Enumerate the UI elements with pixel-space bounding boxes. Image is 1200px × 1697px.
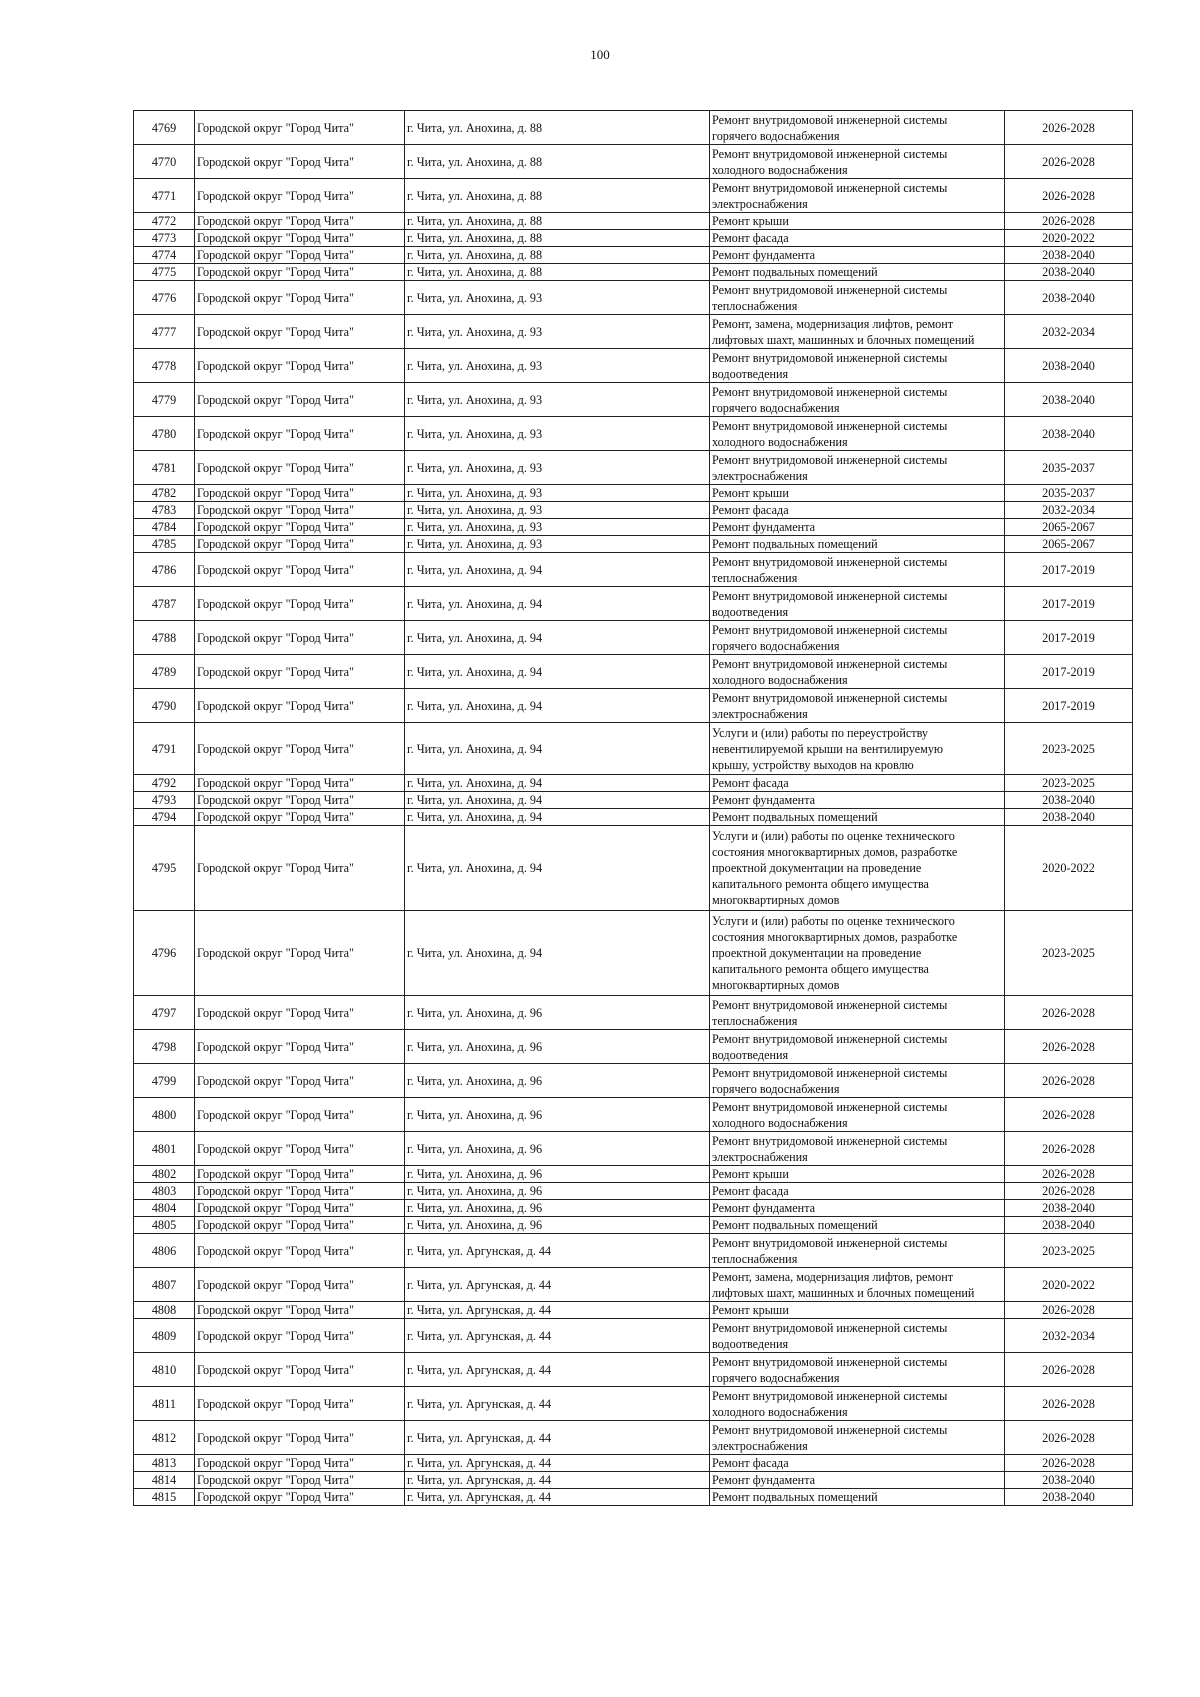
table-row [134,1302,1133,1319]
table-row [134,145,1133,179]
row-number-cell: 4781 [134,451,195,485]
address-cell: г. Чита, ул. Анохина, д. 88 [405,230,710,247]
table-row [134,349,1133,383]
work-type-cell: Ремонт подвальных помещений [710,809,1005,826]
municipality-cell: Городской округ "Город Чита" [195,179,405,213]
municipality-cell: Городской округ "Город Чита" [195,1098,405,1132]
work-type-cell: Ремонт фасада [710,1455,1005,1472]
row-number-cell: 4810 [134,1353,195,1387]
municipality-cell: Городской округ "Город Чита" [195,145,405,179]
address-cell: г. Чита, ул. Анохина, д. 93 [405,383,710,417]
period-cell: 2023-2025 [1005,723,1133,775]
period-cell: 2038-2040 [1005,281,1133,315]
period-cell: 2038-2040 [1005,247,1133,264]
table-row [134,1234,1133,1268]
work-type-cell: Ремонт, замена, модернизация лифтов, ремонт лифтовых шахт, машинных и блочных помещений [710,1268,1005,1302]
table-row [134,213,1133,230]
address-cell: г. Чита, ул. Анохина, д. 93 [405,417,710,451]
work-type-cell: Ремонт внутридомовой инженерной системы теплоснабжения [710,996,1005,1030]
municipality-cell: Городской округ "Город Чита" [195,1132,405,1166]
table-row [134,315,1133,349]
period-cell: 2026-2028 [1005,1030,1133,1064]
period-cell: 2032-2034 [1005,315,1133,349]
municipality-cell: Городской округ "Город Чита" [195,996,405,1030]
row-number-cell: 4799 [134,1064,195,1098]
table-row [134,264,1133,281]
table-row [134,485,1133,502]
table-row [134,1353,1133,1387]
work-type-cell: Ремонт внутридомовой инженерной системы водоотведения [710,1319,1005,1353]
municipality-cell: Городской округ "Город Чита" [195,502,405,519]
municipality-cell: Городской округ "Город Чита" [195,315,405,349]
address-cell: г. Чита, ул. Анохина, д. 96 [405,1200,710,1217]
table-row [134,826,1133,911]
address-cell: г. Чита, ул. Анохина, д. 94 [405,655,710,689]
municipality-cell: Городской округ "Город Чита" [195,1421,405,1455]
period-cell: 2017-2019 [1005,587,1133,621]
row-number-cell: 4807 [134,1268,195,1302]
table-row [134,1268,1133,1302]
address-cell: г. Чита, ул. Анохина, д. 94 [405,826,710,911]
work-type-cell: Ремонт внутридомовой инженерной системы горячего водоснабжения [710,1064,1005,1098]
work-type-cell: Ремонт фасада [710,230,1005,247]
work-type-cell: Ремонт подвальных помещений [710,264,1005,281]
table-row [134,519,1133,536]
municipality-cell: Городской округ "Город Чита" [195,111,405,145]
work-type-cell: Ремонт фасада [710,502,1005,519]
row-number-cell: 4790 [134,689,195,723]
work-type-cell: Ремонт внутридомовой инженерной системы горячего водоснабжения [710,383,1005,417]
address-cell: г. Чита, ул. Анохина, д. 96 [405,1030,710,1064]
address-cell: г. Чита, ул. Анохина, д. 94 [405,723,710,775]
table-row [134,383,1133,417]
period-cell: 2065-2067 [1005,536,1133,553]
period-cell: 2017-2019 [1005,553,1133,587]
period-cell: 2026-2028 [1005,1353,1133,1387]
table-row [134,281,1133,315]
period-cell: 2038-2040 [1005,349,1133,383]
table-row [134,996,1133,1030]
period-cell: 2026-2028 [1005,1132,1133,1166]
municipality-cell: Городской округ "Город Чита" [195,1489,405,1506]
row-number-cell: 4815 [134,1489,195,1506]
row-number-cell: 4771 [134,179,195,213]
table-row [134,655,1133,689]
row-number-cell: 4793 [134,792,195,809]
table-row [134,1030,1133,1064]
repair-schedule-table [133,110,1133,1506]
row-number-cell: 4798 [134,1030,195,1064]
period-cell: 2026-2028 [1005,1455,1133,1472]
row-number-cell: 4786 [134,553,195,587]
address-cell: г. Чита, ул. Анохина, д. 94 [405,809,710,826]
address-cell: г. Чита, ул. Анохина, д. 93 [405,349,710,383]
work-type-cell: Ремонт внутридомовой инженерной системы теплоснабжения [710,1234,1005,1268]
municipality-cell: Городской округ "Город Чита" [195,792,405,809]
row-number-cell: 4803 [134,1183,195,1200]
table-row [134,1421,1133,1455]
work-type-cell: Ремонт внутридомовой инженерной системы электроснабжения [710,179,1005,213]
address-cell: г. Чита, ул. Анохина, д. 96 [405,1217,710,1234]
address-cell: г. Чита, ул. Аргунская, д. 44 [405,1302,710,1319]
table-row [134,1387,1133,1421]
municipality-cell: Городской округ "Город Чита" [195,1217,405,1234]
period-cell: 2023-2025 [1005,1234,1133,1268]
table-row [134,536,1133,553]
row-number-cell: 4785 [134,536,195,553]
table-body [134,111,1133,1506]
row-number-cell: 4772 [134,213,195,230]
work-type-cell: Ремонт фундамента [710,519,1005,536]
table-row [134,723,1133,775]
address-cell: г. Чита, ул. Анохина, д. 94 [405,792,710,809]
address-cell: г. Чита, ул. Анохина, д. 88 [405,145,710,179]
work-type-cell: Ремонт крыши [710,1302,1005,1319]
row-number-cell: 4794 [134,809,195,826]
work-type-cell: Ремонт внутридомовой инженерной системы электроснабжения [710,1132,1005,1166]
work-type-cell: Ремонт внутридомовой инженерной системы водоотведения [710,587,1005,621]
table-row [134,230,1133,247]
table-row [134,1132,1133,1166]
row-number-cell: 4787 [134,587,195,621]
table-row [134,809,1133,826]
work-type-cell: Ремонт подвальных помещений [710,536,1005,553]
period-cell: 2023-2025 [1005,911,1133,996]
address-cell: г. Чита, ул. Анохина, д. 96 [405,1166,710,1183]
table-row [134,1217,1133,1234]
row-number-cell: 4782 [134,485,195,502]
address-cell: г. Чита, ул. Анохина, д. 93 [405,485,710,502]
address-cell: г. Чита, ул. Анохина, д. 88 [405,247,710,264]
period-cell: 2026-2028 [1005,1421,1133,1455]
row-number-cell: 4805 [134,1217,195,1234]
address-cell: г. Чита, ул. Анохина, д. 93 [405,536,710,553]
address-cell: г. Чита, ул. Аргунская, д. 44 [405,1489,710,1506]
period-cell: 2026-2028 [1005,145,1133,179]
municipality-cell: Городской округ "Город Чита" [195,281,405,315]
period-cell: 2026-2028 [1005,1166,1133,1183]
row-number-cell: 4773 [134,230,195,247]
address-cell: г. Чита, ул. Анохина, д. 88 [405,264,710,281]
row-number-cell: 4783 [134,502,195,519]
municipality-cell: Городской округ "Город Чита" [195,775,405,792]
municipality-cell: Городской округ "Город Чита" [195,689,405,723]
address-cell: г. Чита, ул. Анохина, д. 93 [405,502,710,519]
address-cell: г. Чита, ул. Аргунская, д. 44 [405,1319,710,1353]
address-cell: г. Чита, ул. Анохина, д. 93 [405,451,710,485]
work-type-cell: Ремонт крыши [710,485,1005,502]
municipality-cell: Городской округ "Город Чита" [195,247,405,264]
address-cell: г. Чита, ул. Аргунская, д. 44 [405,1421,710,1455]
address-cell: г. Чита, ул. Аргунская, д. 44 [405,1387,710,1421]
work-type-cell: Ремонт внутридомовой инженерной системы горячего водоснабжения [710,111,1005,145]
work-type-cell: Ремонт крыши [710,213,1005,230]
address-cell: г. Чита, ул. Аргунская, д. 44 [405,1268,710,1302]
municipality-cell: Городской округ "Город Чита" [195,809,405,826]
table-row [134,792,1133,809]
table-row [134,1472,1133,1489]
table-row [134,417,1133,451]
address-cell: г. Чита, ул. Анохина, д. 93 [405,315,710,349]
table-row [134,179,1133,213]
municipality-cell: Городской округ "Город Чита" [195,1472,405,1489]
period-cell: 2026-2028 [1005,213,1133,230]
work-type-cell: Ремонт фундамента [710,1200,1005,1217]
row-number-cell: 4813 [134,1455,195,1472]
row-number-cell: 4814 [134,1472,195,1489]
municipality-cell: Городской округ "Город Чита" [195,1387,405,1421]
row-number-cell: 4796 [134,911,195,996]
address-cell: г. Чита, ул. Анохина, д. 94 [405,587,710,621]
municipality-cell: Городской округ "Город Чита" [195,1319,405,1353]
address-cell: г. Чита, ул. Аргунская, д. 44 [405,1353,710,1387]
municipality-cell: Городской округ "Город Чита" [195,655,405,689]
table-row [134,502,1133,519]
address-cell: г. Чита, ул. Анохина, д. 88 [405,111,710,145]
period-cell: 2017-2019 [1005,689,1133,723]
work-type-cell: Ремонт подвальных помещений [710,1217,1005,1234]
municipality-cell: Городской округ "Город Чита" [195,1064,405,1098]
municipality-cell: Городской округ "Город Чита" [195,213,405,230]
table-row [134,553,1133,587]
municipality-cell: Городской округ "Город Чита" [195,1166,405,1183]
address-cell: г. Чита, ул. Анохина, д. 94 [405,689,710,723]
row-number-cell: 4800 [134,1098,195,1132]
period-cell: 2020-2022 [1005,1268,1133,1302]
municipality-cell: Городской округ "Город Чита" [195,1455,405,1472]
address-cell: г. Чита, ул. Аргунская, д. 44 [405,1455,710,1472]
period-cell: 2038-2040 [1005,809,1133,826]
address-cell: г. Чита, ул. Анохина, д. 96 [405,1132,710,1166]
work-type-cell: Ремонт внутридомовой инженерной системы теплоснабжения [710,553,1005,587]
row-number-cell: 4780 [134,417,195,451]
period-cell: 2035-2037 [1005,485,1133,502]
address-cell: г. Чита, ул. Анохина, д. 93 [405,281,710,315]
address-cell: г. Чита, ул. Анохина, д. 94 [405,621,710,655]
period-cell: 2020-2022 [1005,826,1133,911]
municipality-cell: Городской округ "Город Чита" [195,1302,405,1319]
period-cell: 2038-2040 [1005,1489,1133,1506]
municipality-cell: Городской округ "Город Чита" [195,587,405,621]
table-row [134,111,1133,145]
work-type-cell: Ремонт внутридомовой инженерной системы электроснабжения [710,451,1005,485]
address-cell: г. Чита, ул. Анохина, д. 88 [405,213,710,230]
work-type-cell: Ремонт фасада [710,1183,1005,1200]
table-row [134,1319,1133,1353]
row-number-cell: 4791 [134,723,195,775]
row-number-cell: 4778 [134,349,195,383]
period-cell: 2038-2040 [1005,1217,1133,1234]
period-cell: 2017-2019 [1005,621,1133,655]
table-row [134,587,1133,621]
work-type-cell: Ремонт внутридомовой инженерной системы электроснабжения [710,1421,1005,1455]
period-cell: 2038-2040 [1005,1472,1133,1489]
work-type-cell: Ремонт подвальных помещений [710,1489,1005,1506]
row-number-cell: 4808 [134,1302,195,1319]
work-type-cell: Ремонт фундамента [710,247,1005,264]
address-cell: г. Чита, ул. Анохина, д. 94 [405,775,710,792]
address-cell: г. Чита, ул. Анохина, д. 96 [405,1183,710,1200]
period-cell: 2035-2037 [1005,451,1133,485]
table-row [134,451,1133,485]
work-type-cell: Ремонт внутридомовой инженерной системы горячего водоснабжения [710,1353,1005,1387]
work-type-cell: Ремонт, замена, модернизация лифтов, ремонт лифтовых шахт, машинных и блочных помещений [710,315,1005,349]
address-cell: г. Чита, ул. Анохина, д. 93 [405,519,710,536]
row-number-cell: 4777 [134,315,195,349]
period-cell: 2038-2040 [1005,383,1133,417]
work-type-cell: Ремонт внутридомовой инженерной системы горячего водоснабжения [710,621,1005,655]
work-type-cell: Ремонт фасада [710,775,1005,792]
row-number-cell: 4774 [134,247,195,264]
row-number-cell: 4784 [134,519,195,536]
table-row [134,1455,1133,1472]
row-number-cell: 4802 [134,1166,195,1183]
address-cell: г. Чита, ул. Анохина, д. 94 [405,553,710,587]
municipality-cell: Городской округ "Город Чита" [195,1234,405,1268]
row-number-cell: 4788 [134,621,195,655]
row-number-cell: 4789 [134,655,195,689]
table-row [134,1166,1133,1183]
address-cell: г. Чита, ул. Аргунская, д. 44 [405,1472,710,1489]
work-type-cell: Ремонт внутридомовой инженерной системы холодного водоснабжения [710,1387,1005,1421]
table-row [134,689,1133,723]
work-type-cell: Ремонт внутридомовой инженерной системы теплоснабжения [710,281,1005,315]
work-type-cell: Ремонт внутридомовой инженерной системы холодного водоснабжения [710,145,1005,179]
period-cell: 2020-2022 [1005,230,1133,247]
work-type-cell: Услуги и (или) работы по переустройству невентилируемой крыши на вентилируемую крышу, устройству выходов на кровлю [710,723,1005,775]
address-cell: г. Чита, ул. Анохина, д. 96 [405,1064,710,1098]
table-row [134,1098,1133,1132]
municipality-cell: Городской округ "Город Чита" [195,1200,405,1217]
table-row [134,621,1133,655]
table-row [134,1489,1133,1506]
row-number-cell: 4776 [134,281,195,315]
work-type-cell: Ремонт фундамента [710,792,1005,809]
period-cell: 2032-2034 [1005,502,1133,519]
row-number-cell: 4804 [134,1200,195,1217]
period-cell: 2017-2019 [1005,655,1133,689]
municipality-cell: Городской округ "Город Чита" [195,519,405,536]
municipality-cell: Городской округ "Город Чита" [195,349,405,383]
municipality-cell: Городской округ "Город Чита" [195,383,405,417]
row-number-cell: 4779 [134,383,195,417]
table-row [134,1200,1133,1217]
municipality-cell: Городской округ "Город Чита" [195,911,405,996]
table-row [134,1064,1133,1098]
municipality-cell: Городской округ "Город Чита" [195,451,405,485]
period-cell: 2026-2028 [1005,1064,1133,1098]
address-cell: г. Чита, ул. Анохина, д. 96 [405,996,710,1030]
work-type-cell: Ремонт внутридомовой инженерной системы водоотведения [710,1030,1005,1064]
period-cell: 2026-2028 [1005,179,1133,213]
municipality-cell: Городской округ "Город Чита" [195,826,405,911]
address-cell: г. Чита, ул. Анохина, д. 88 [405,179,710,213]
period-cell: 2026-2028 [1005,1387,1133,1421]
municipality-cell: Городской округ "Город Чита" [195,1030,405,1064]
period-cell: 2026-2028 [1005,1302,1133,1319]
municipality-cell: Городской округ "Город Чита" [195,1183,405,1200]
municipality-cell: Городской округ "Город Чита" [195,621,405,655]
period-cell: 2038-2040 [1005,417,1133,451]
address-cell: г. Чита, ул. Анохина, д. 96 [405,1098,710,1132]
row-number-cell: 4769 [134,111,195,145]
row-number-cell: 4797 [134,996,195,1030]
municipality-cell: Городской округ "Город Чита" [195,485,405,502]
period-cell: 2026-2028 [1005,996,1133,1030]
row-number-cell: 4775 [134,264,195,281]
page-number: 100 [590,47,610,62]
work-type-cell: Ремонт внутридомовой инженерной системы холодного водоснабжения [710,1098,1005,1132]
row-number-cell: 4806 [134,1234,195,1268]
period-cell: 2032-2034 [1005,1319,1133,1353]
period-cell: 2026-2028 [1005,1098,1133,1132]
work-type-cell: Услуги и (или) работы по оценке технического состояния многоквартирных домов, разработке проектной документации на проведение капитального ремонта общего имущества многоквартирных домов [710,911,1005,996]
row-number-cell: 4792 [134,775,195,792]
row-number-cell: 4795 [134,826,195,911]
row-number-cell: 4811 [134,1387,195,1421]
work-type-cell: Ремонт внутридомовой инженерной системы водоотведения [710,349,1005,383]
municipality-cell: Городской округ "Город Чита" [195,723,405,775]
table-row [134,911,1133,996]
table-row [134,1183,1133,1200]
period-cell: 2038-2040 [1005,1200,1133,1217]
row-number-cell: 4809 [134,1319,195,1353]
municipality-cell: Городской округ "Город Чита" [195,1268,405,1302]
period-cell: 2026-2028 [1005,1183,1133,1200]
municipality-cell: Городской округ "Город Чита" [195,1353,405,1387]
municipality-cell: Городской округ "Город Чита" [195,264,405,281]
work-type-cell: Услуги и (или) работы по оценке технического состояния многоквартирных домов, разработке проектной документации на проведение капитального ремонта общего имущества многоквартирных домов [710,826,1005,911]
work-type-cell: Ремонт внутридомовой инженерной системы холодного водоснабжения [710,417,1005,451]
municipality-cell: Городской округ "Город Чита" [195,230,405,247]
municipality-cell: Городской округ "Город Чита" [195,417,405,451]
table-row [134,247,1133,264]
address-cell: г. Чита, ул. Аргунская, д. 44 [405,1234,710,1268]
period-cell: 2065-2067 [1005,519,1133,536]
work-type-cell: Ремонт фундамента [710,1472,1005,1489]
period-cell: 2026-2028 [1005,111,1133,145]
row-number-cell: 4812 [134,1421,195,1455]
municipality-cell: Городской округ "Город Чита" [195,536,405,553]
period-cell: 2038-2040 [1005,264,1133,281]
address-cell: г. Чита, ул. Анохина, д. 94 [405,911,710,996]
row-number-cell: 4801 [134,1132,195,1166]
municipality-cell: Городской округ "Город Чита" [195,553,405,587]
work-type-cell: Ремонт внутридомовой инженерной системы электроснабжения [710,689,1005,723]
period-cell: 2038-2040 [1005,792,1133,809]
table-row [134,775,1133,792]
work-type-cell: Ремонт внутридомовой инженерной системы холодного водоснабжения [710,655,1005,689]
row-number-cell: 4770 [134,145,195,179]
period-cell: 2023-2025 [1005,775,1133,792]
work-type-cell: Ремонт крыши [710,1166,1005,1183]
